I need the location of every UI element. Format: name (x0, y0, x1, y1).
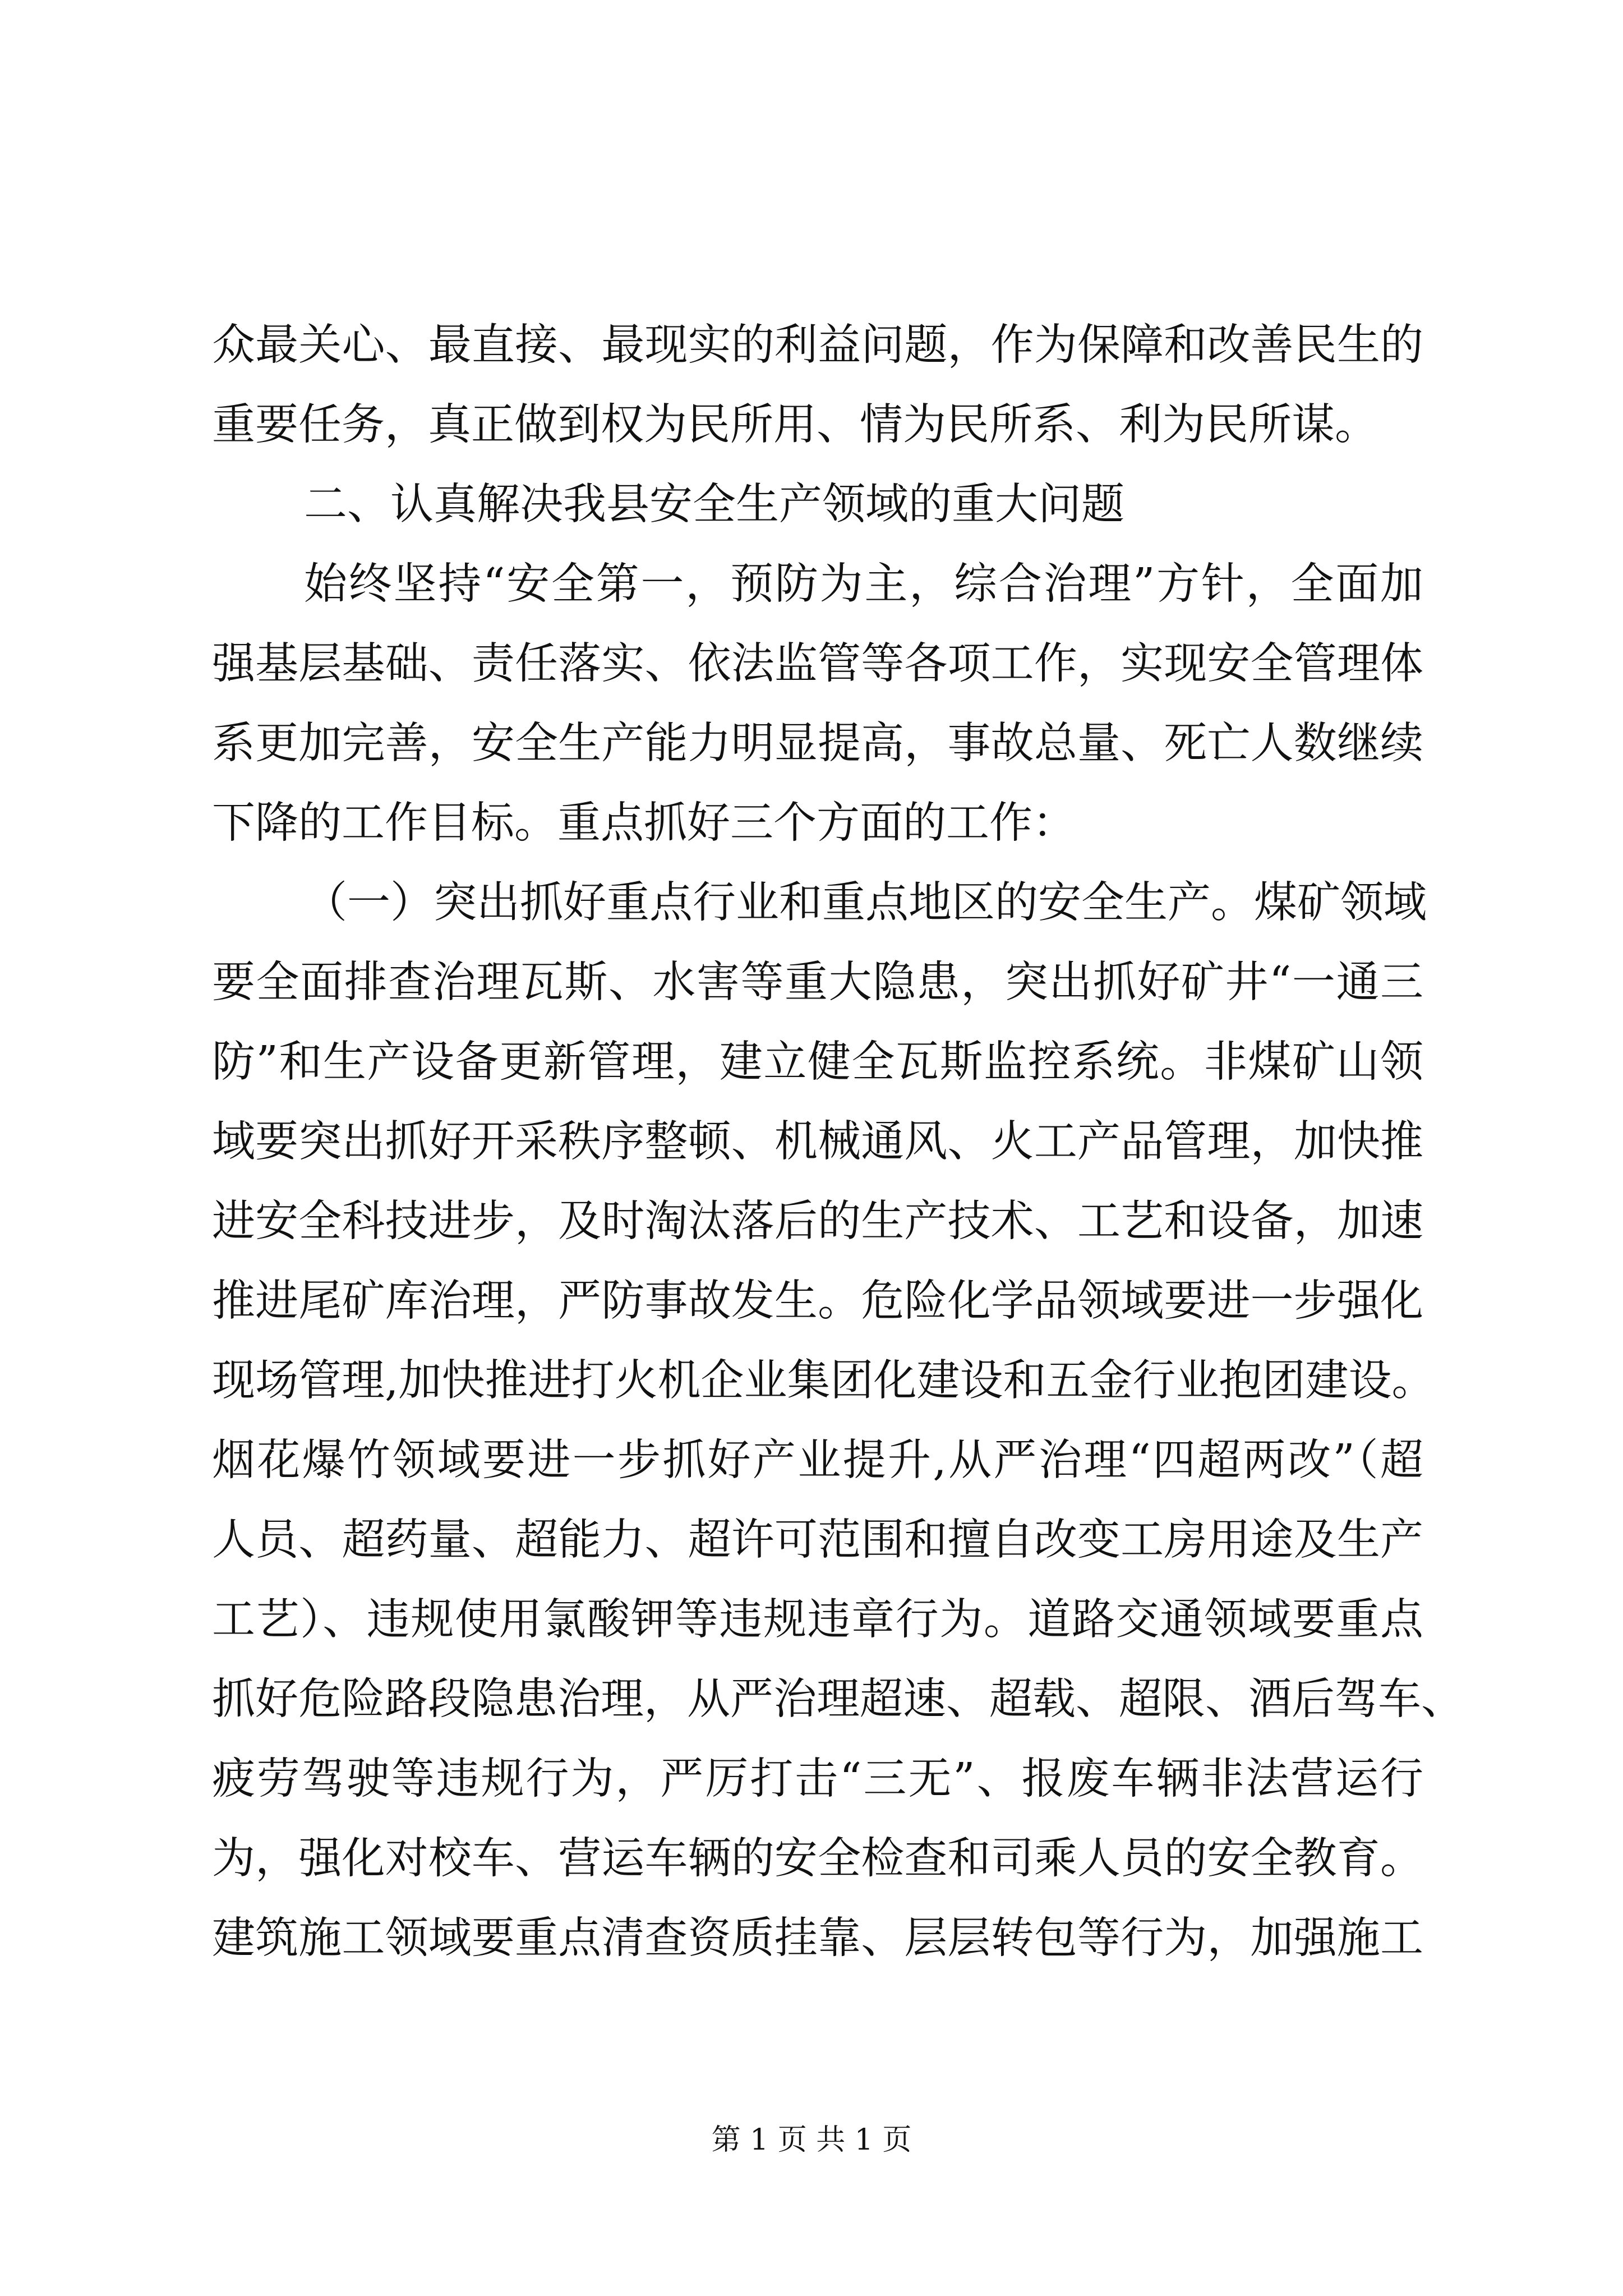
section-heading: 二、认真解决我县安全生产领域的重大问题 (304, 480, 1124, 530)
document-body (212, 306, 1464, 1978)
body-line-5: 强基层基础、责任落实、依法监管等各项工作，实现安全管理体 (212, 639, 1423, 689)
body-line-15: 烟花爆竹领域要进一步抓好产业提升,从严治理“四超两改”（超 (212, 1435, 1423, 1485)
body-line-4: 始终坚持“安全第一，预防为主，综合治理”方针，全面加 (304, 559, 1423, 609)
body-line-8: （一）突出抓好重点行业和重点地区的安全生产。煤矿领域 (304, 878, 1427, 928)
body-line-2: 重要任务，真正做到权为民所用、情为民所系、利为民所谋。 (212, 400, 1378, 450)
body-line-20: 为，强化对校车、营运车辆的安全检查和司乘人员的安全教育。 (212, 1834, 1423, 1884)
body-line-12: 进安全科技进步，及时淘汰落后的生产技术、工艺和设备，加速 (212, 1197, 1423, 1246)
body-line-7: 下降的工作目标。重点抓好三个方面的工作： (212, 798, 1076, 848)
body-line-19: 疲劳驾驶等违规行为，严厉打击“三无”、报废车辆非法营运行 (212, 1754, 1423, 1804)
body-line-18: 抓好危险路段隐患治理，从严治理超速、超载、超限、酒后驾车、 (212, 1674, 1464, 1724)
body-line-1: 众最关心、最直接、最现实的利益问题，作为保障和改善民生的 (212, 320, 1423, 370)
body-line-16: 人员、超药量、超能力、超许可范围和擅自改变工房用途及生产 (212, 1515, 1423, 1565)
body-line-17: 工艺）、违规使用氯酸钾等违规违章行为。道路交通领域要重点 (212, 1595, 1423, 1645)
page-number-footer: 第 1 页 共 1 页 (711, 2123, 912, 2157)
body-line-9: 要全面排查治理瓦斯、水害等重大隐患，突出抓好矿井“一通三 (212, 958, 1423, 1007)
body-line-6: 系更加完善，安全生产能力明显提高，事故总量、死亡人数继续 (212, 719, 1423, 769)
body-line-14: 现场管理,加快推进打火机企业集团化建设和五金行业抱团建设。 (212, 1356, 1435, 1406)
body-line-10: 防”和生产设备更新管理，建立健全瓦斯监控系统。非煤矿山领 (212, 1037, 1423, 1087)
body-line-13: 推进尾矿库治理，严防事故发生。危险化学品领域要进一步强化 (212, 1276, 1423, 1326)
body-line-21: 建筑施工领域要重点清查资质挂靠、层层转包等行为，加强施工 (212, 1913, 1423, 1963)
body-line-11: 域要突出抓好开采秩序整顿、机械通风、火工产品管理，加快推 (212, 1117, 1423, 1167)
